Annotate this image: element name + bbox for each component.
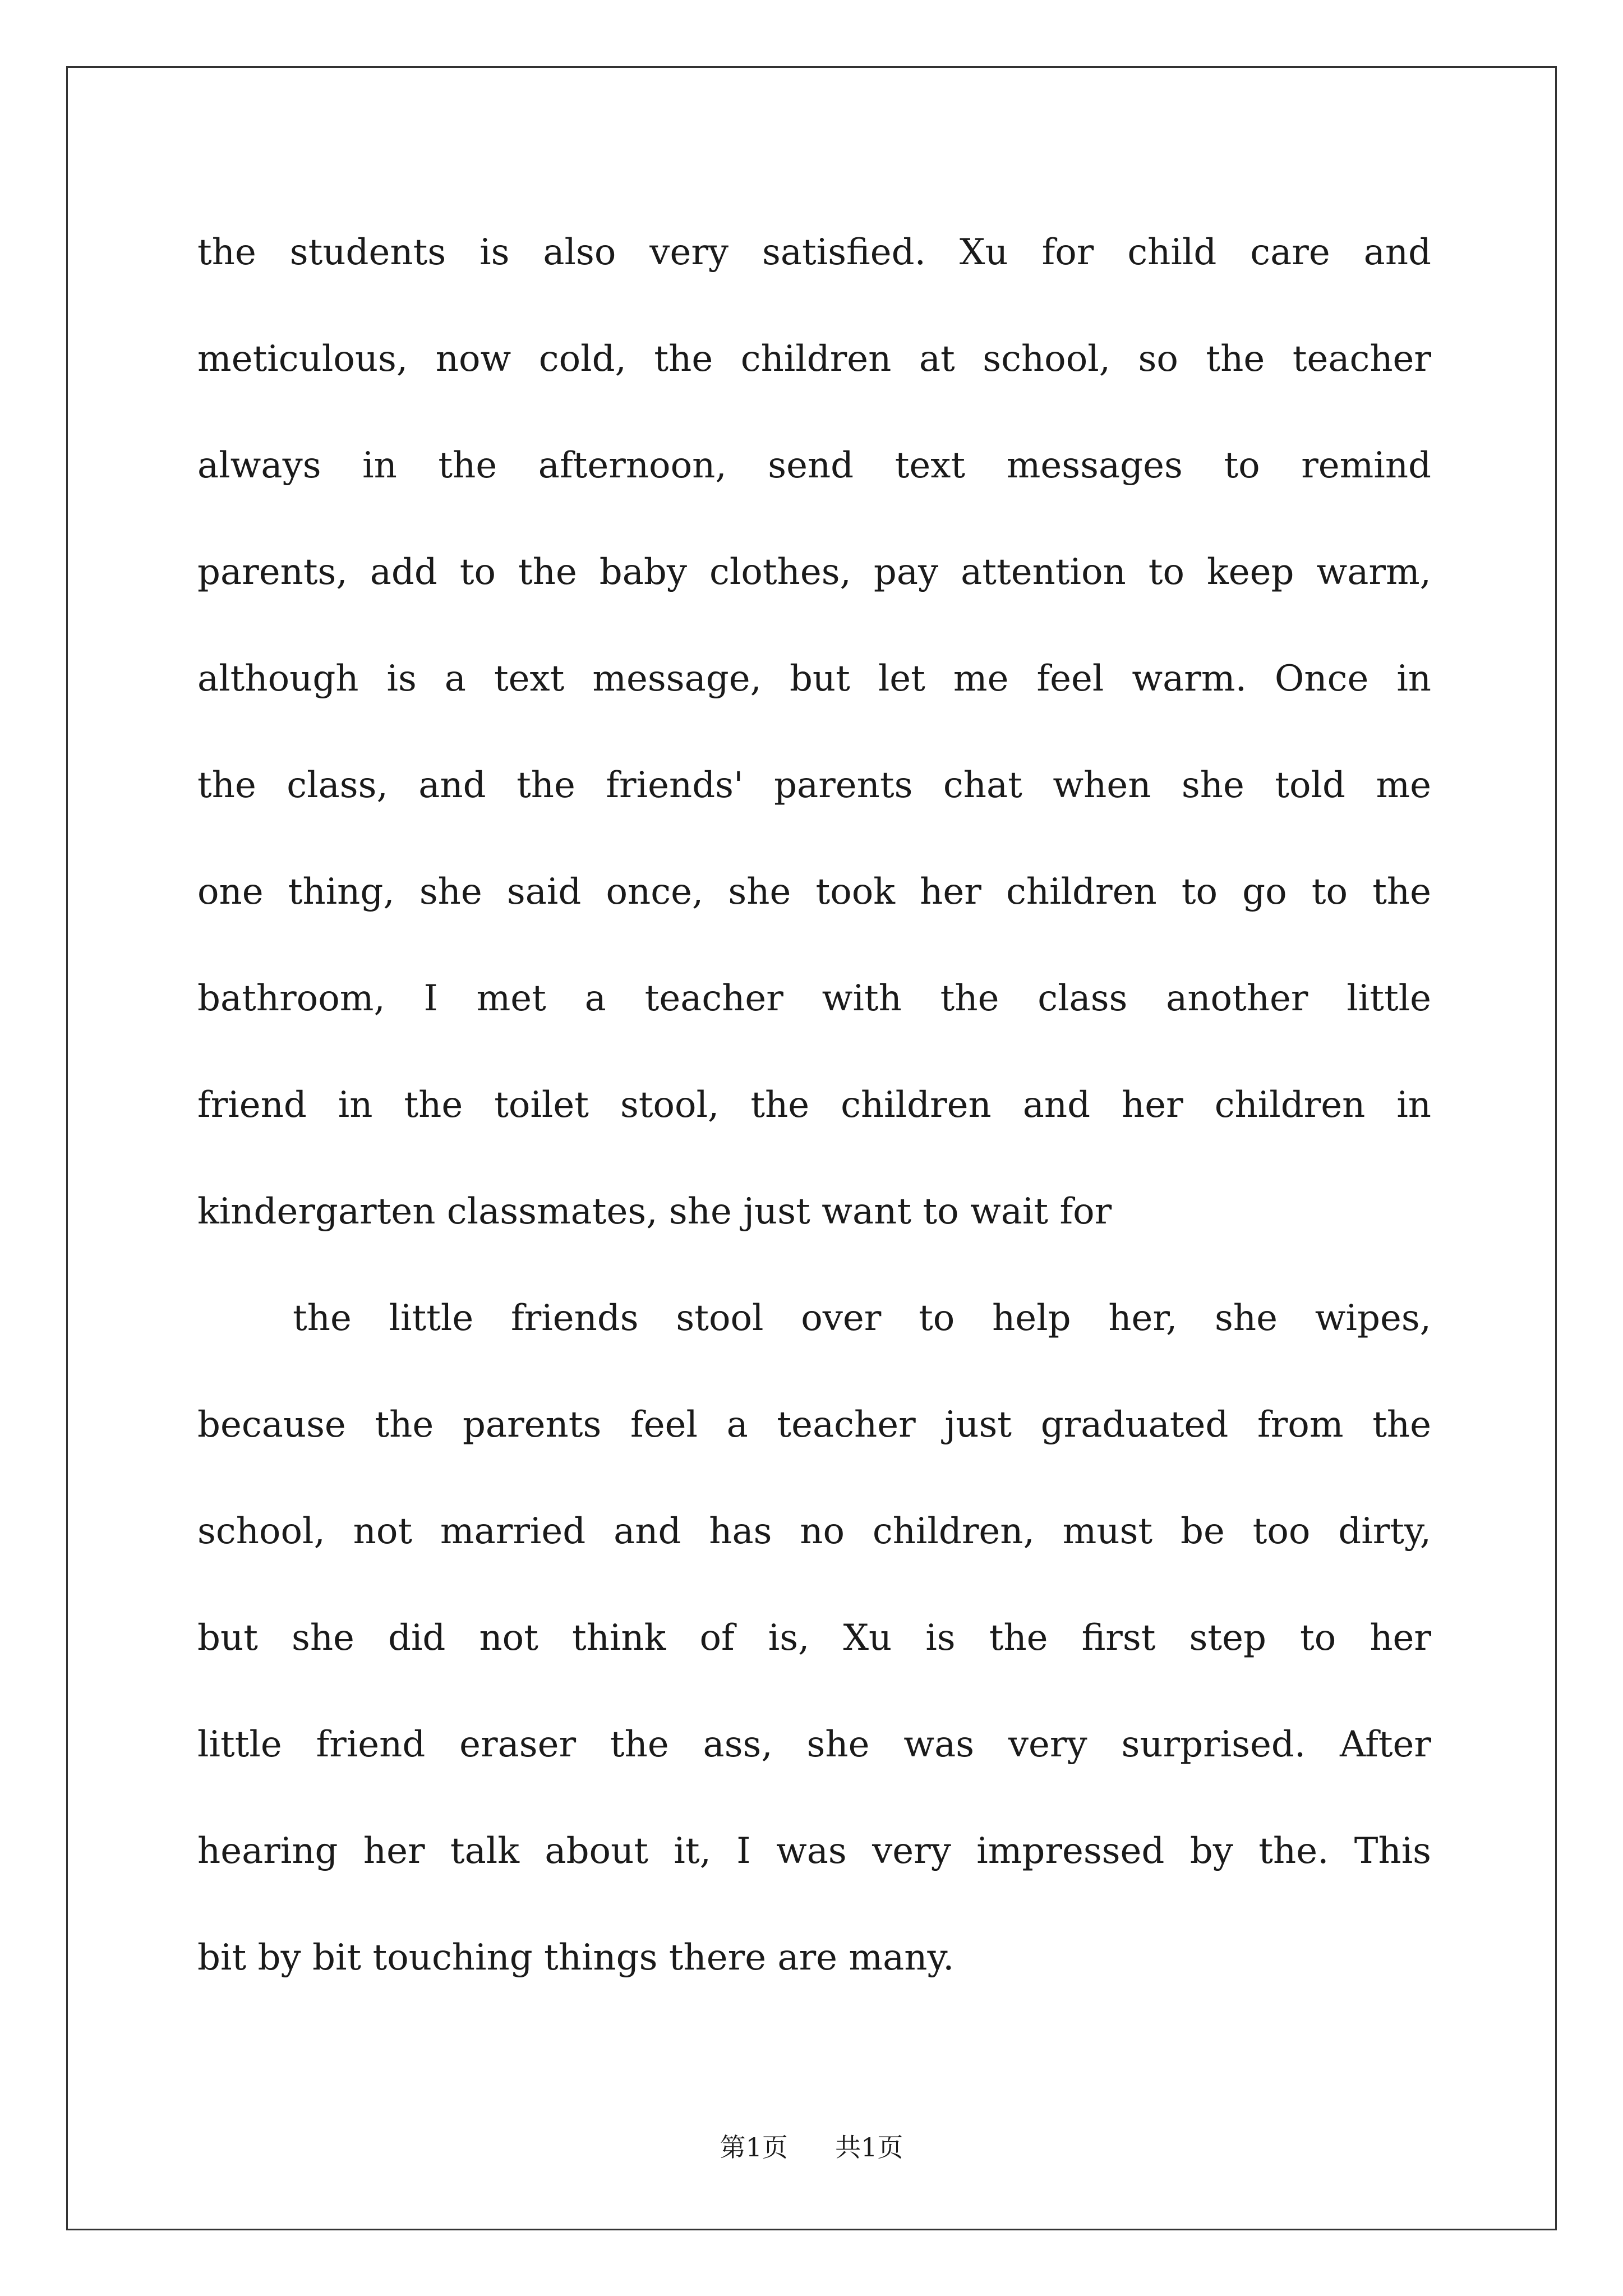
text-line: school, not married and has no children, must be too dirty, [197, 1511, 1431, 1552]
text-line: kindergarten classmates, she just want to wait for [197, 1191, 1112, 1232]
text-line: the students is also very satisfied. Xu for child care and [197, 232, 1431, 273]
page-footer [0, 2127, 1623, 2164]
text-line: bit by bit touching things there are many. [197, 1937, 955, 1978]
text-line: one thing, she said once, she took her children to go to the [197, 871, 1431, 913]
text-line: always in the afternoon, send text messages to remind [197, 445, 1431, 486]
document-body [197, 199, 1431, 2011]
text-line: although is a text message, but let me feel warm. Once in [197, 658, 1431, 700]
text-line: the little friends stool over to help her, she wipes, [293, 1297, 1431, 1339]
text-line: bathroom, I met a teacher with the class another little [197, 978, 1431, 1019]
text-line: parents, add to the baby clothes, pay attention to keep warm, [197, 551, 1431, 593]
text-line: hearing her talk about it, I was very impressed by the. This [197, 1830, 1431, 1872]
page-number-label: 第1页 [720, 2132, 788, 2162]
text-line: but she did not think of is, Xu is the first step to her [197, 1617, 1431, 1659]
text-line: friend in the toilet stool, the children and her children in [197, 1084, 1431, 1126]
text-line: meticulous, now cold, the children at school, so the teacher [197, 338, 1431, 380]
text-line: because the parents feel a teacher just graduated from the [197, 1404, 1431, 1446]
text-line: the class, and the friends' parents chat when she told me [197, 765, 1431, 806]
text-line: little friend eraser the ass, she was very surprised. After [197, 1724, 1431, 1765]
page-total-label: 共1页 [835, 2132, 903, 2162]
